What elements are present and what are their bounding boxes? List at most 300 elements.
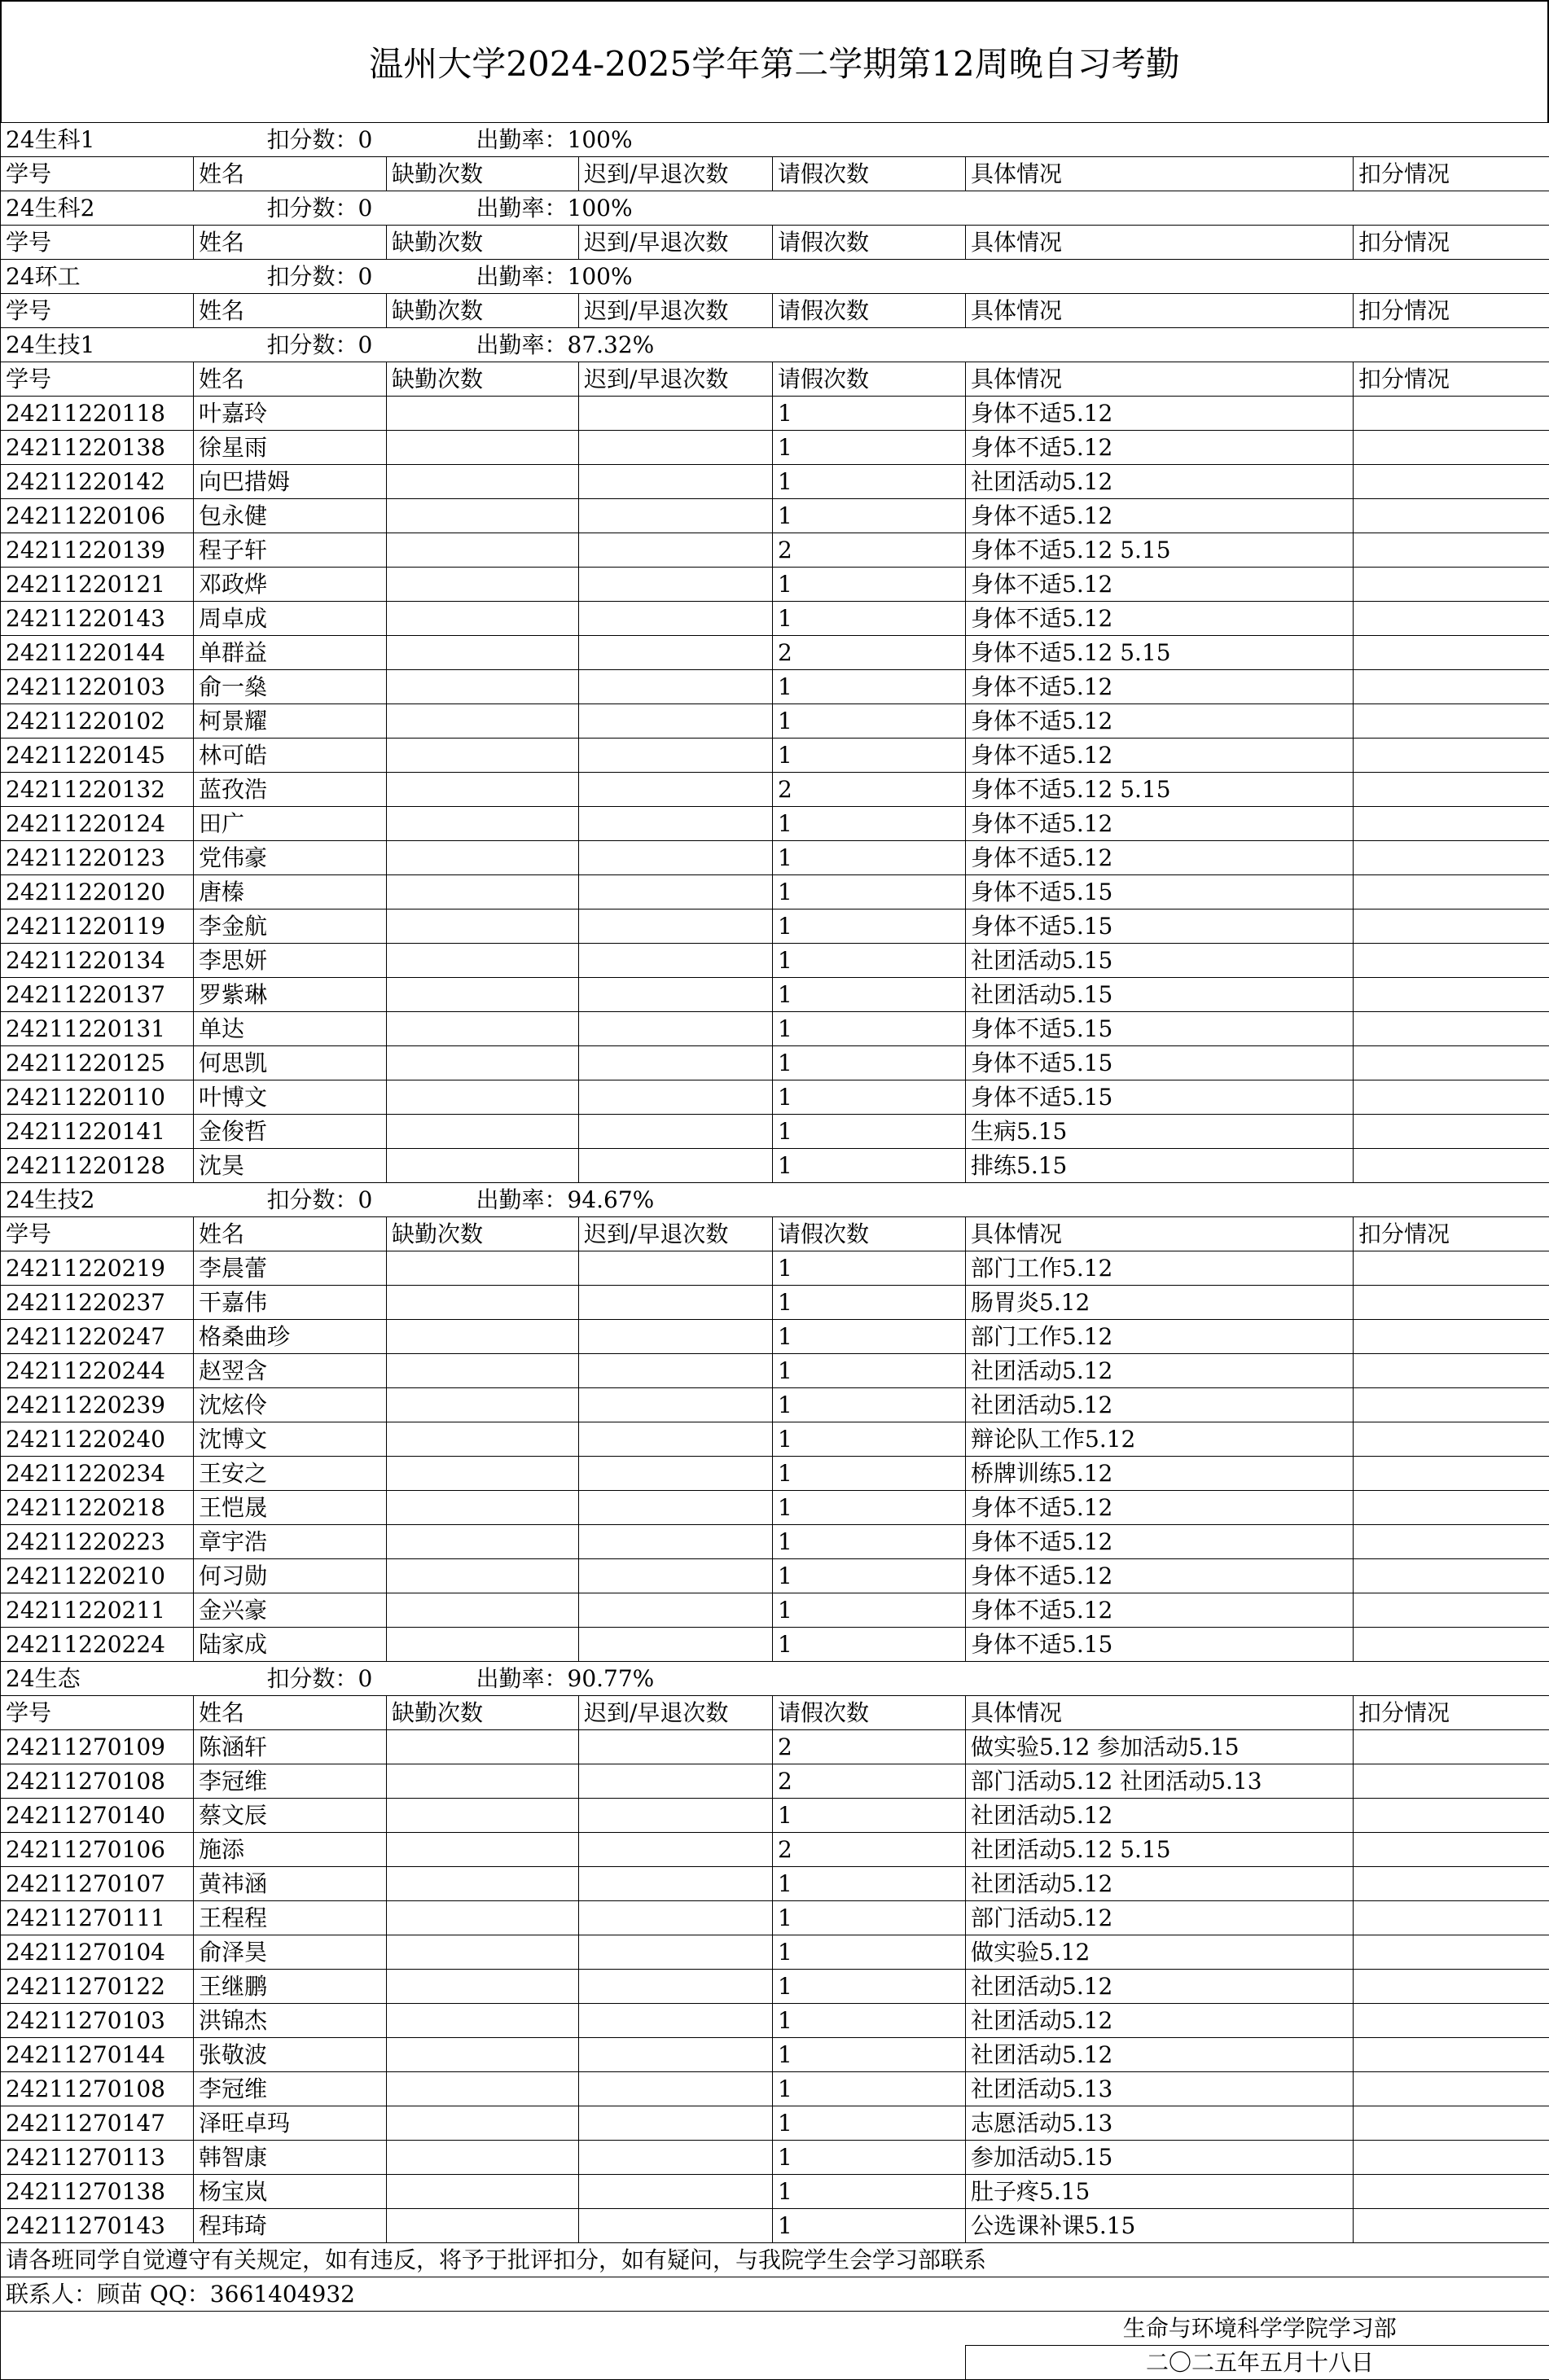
deduction [1354, 1833, 1549, 1867]
column-header-row [1, 226, 1549, 260]
deduction [1354, 2072, 1549, 2106]
absence-count [387, 1799, 579, 1833]
leave-count: 1 [773, 1149, 966, 1183]
deduction [1354, 533, 1549, 568]
absence-count [387, 1833, 579, 1867]
signature-row [1, 2312, 1549, 2346]
student-row [1, 1149, 1549, 1183]
absence-count [387, 1730, 579, 1764]
deduction [1354, 1867, 1549, 1901]
student-name: 田广 [194, 807, 387, 841]
column-header-student-id: 学号 [1, 226, 194, 260]
leave-count: 1 [773, 1457, 966, 1491]
student-id: 24211270106 [1, 1833, 194, 1867]
column-header-late-count: 迟到/早退次数 [579, 1217, 773, 1251]
absence-count [387, 1149, 579, 1183]
column-header-leave-details: 具体情况 [966, 294, 1354, 328]
student-id: 24211220145 [1, 739, 194, 773]
leave-count: 1 [773, 2209, 966, 2243]
late-count [579, 2038, 773, 2072]
leave-details: 身体不适5.15 [966, 1080, 1354, 1115]
absence-count [387, 2004, 579, 2038]
class-deduct-score: 扣分数：0 [194, 123, 387, 157]
leave-details: 公选课补课5.15 [966, 2209, 1354, 2243]
summary-filler [773, 191, 1549, 226]
leave-details: 身体不适5.12 [966, 499, 1354, 533]
leave-details: 社团活动5.12 [966, 1970, 1354, 2004]
student-id: 24211220137 [1, 978, 194, 1012]
leave-details: 肚子疼5.15 [966, 2175, 1354, 2209]
student-id: 24211220210 [1, 1559, 194, 1593]
student-name: 向巴措姆 [194, 465, 387, 499]
leave-details: 做实验5.12 [966, 1935, 1354, 1970]
student-row [1, 2106, 1549, 2141]
leave-details: 社团活动5.12 [966, 1388, 1354, 1422]
leave-details: 社团活动5.12 [966, 1799, 1354, 1833]
student-id: 24211220121 [1, 568, 194, 602]
student-name: 徐星雨 [194, 431, 387, 465]
absence-count [387, 841, 579, 875]
deduction [1354, 1080, 1549, 1115]
student-id: 24211270107 [1, 1867, 194, 1901]
student-id: 24211220131 [1, 1012, 194, 1046]
late-count [579, 1286, 773, 1320]
student-id: 24211220244 [1, 1354, 194, 1388]
student-id: 24211220223 [1, 1525, 194, 1559]
leave-count: 2 [773, 533, 966, 568]
leave-count: 1 [773, 2175, 966, 2209]
student-id: 24211220141 [1, 1115, 194, 1149]
deduction [1354, 1525, 1549, 1559]
student-id: 24211270111 [1, 1901, 194, 1935]
leave-details: 生病5.15 [966, 1115, 1354, 1149]
absence-count [387, 739, 579, 773]
student-row [1, 704, 1549, 739]
student-id: 24211270109 [1, 1730, 194, 1764]
column-header-leave-details: 具体情况 [966, 157, 1354, 191]
late-count [579, 944, 773, 978]
student-row [1, 1286, 1549, 1320]
late-count [579, 1970, 773, 2004]
contact-text: 联系人：顾苗 QQ：3661404932 [1, 2277, 1549, 2312]
leave-details: 身体不适5.15 [966, 875, 1354, 909]
deduction [1354, 1286, 1549, 1320]
student-row [1, 2038, 1549, 2072]
student-row [1, 465, 1549, 499]
student-row [1, 568, 1549, 602]
student-row [1, 499, 1549, 533]
student-row [1, 1422, 1549, 1457]
student-row [1, 773, 1549, 807]
student-row [1, 807, 1549, 841]
leave-details: 身体不适5.12 5.15 [966, 773, 1354, 807]
absence-count [387, 1525, 579, 1559]
student-name: 赵翌含 [194, 1354, 387, 1388]
late-count [579, 1354, 773, 1388]
deduction [1354, 2038, 1549, 2072]
late-count [579, 2209, 773, 2243]
student-id: 24211220219 [1, 1251, 194, 1286]
student-id: 24211220118 [1, 397, 194, 431]
column-header-row [1, 157, 1549, 191]
deduction [1354, 1799, 1549, 1833]
column-header-absence-count: 缺勤次数 [387, 226, 579, 260]
deduction [1354, 1388, 1549, 1422]
student-row [1, 1901, 1549, 1935]
student-row [1, 1251, 1549, 1286]
absence-count [387, 2209, 579, 2243]
column-header-late-count: 迟到/早退次数 [579, 1696, 773, 1730]
leave-details: 身体不适5.12 [966, 1525, 1354, 1559]
absence-count [387, 1320, 579, 1354]
absence-count [387, 909, 579, 944]
signature-date: 二〇二五年五月十八日 [966, 2346, 1549, 2380]
column-header-leave-count: 请假次数 [773, 226, 966, 260]
leave-details: 部门活动5.12 [966, 1901, 1354, 1935]
student-name: 陆家成 [194, 1628, 387, 1662]
summary-filler [773, 328, 1549, 362]
student-id: 24211220138 [1, 431, 194, 465]
department-signature: 生命与环境科学学院学习部 [966, 2312, 1549, 2346]
leave-count: 1 [773, 1867, 966, 1901]
deduction [1354, 739, 1549, 773]
leave-details: 身体不适5.12 5.15 [966, 533, 1354, 568]
deduction [1354, 2106, 1549, 2141]
leave-details: 身体不适5.12 [966, 568, 1354, 602]
leave-count: 2 [773, 1730, 966, 1764]
absence-count [387, 1115, 579, 1149]
leave-count: 1 [773, 397, 966, 431]
student-id: 24211220211 [1, 1593, 194, 1628]
late-count [579, 499, 773, 533]
deduction [1354, 1901, 1549, 1935]
student-id: 24211220125 [1, 1046, 194, 1080]
student-name: 格桑曲珍 [194, 1320, 387, 1354]
class-name: 24生技2 [1, 1183, 194, 1217]
student-name: 俞一燊 [194, 670, 387, 704]
student-name: 单达 [194, 1012, 387, 1046]
leave-count: 1 [773, 2141, 966, 2175]
student-id: 24211220123 [1, 841, 194, 875]
late-count [579, 431, 773, 465]
absence-count [387, 944, 579, 978]
student-name: 章宇浩 [194, 1525, 387, 1559]
deduction [1354, 841, 1549, 875]
leave-details: 部门活动5.12 社团活动5.13 [966, 1764, 1354, 1799]
student-id: 24211270140 [1, 1799, 194, 1833]
leave-count: 1 [773, 1012, 966, 1046]
column-header-leave-count: 请假次数 [773, 1217, 966, 1251]
student-id: 24211270147 [1, 2106, 194, 2141]
late-count [579, 533, 773, 568]
student-row [1, 1491, 1549, 1525]
leave-count: 2 [773, 1764, 966, 1799]
student-name: 程玮琦 [194, 2209, 387, 2243]
sheet-title: 温州大学2024-2025学年第二学期第12周晚自习考勤 [0, 0, 1549, 122]
leave-details: 桥牌训练5.12 [966, 1457, 1354, 1491]
late-count [579, 841, 773, 875]
student-row [1, 2141, 1549, 2175]
student-id: 24211270113 [1, 2141, 194, 2175]
late-count [579, 909, 773, 944]
attendance-table [0, 122, 1549, 2380]
deduction [1354, 1935, 1549, 1970]
student-row [1, 2175, 1549, 2209]
deduction [1354, 568, 1549, 602]
absence-count [387, 704, 579, 739]
student-name: 林可皓 [194, 739, 387, 773]
column-header-student-name: 姓名 [194, 294, 387, 328]
deduction [1354, 1970, 1549, 2004]
column-header-leave-details: 具体情况 [966, 226, 1354, 260]
late-count [579, 602, 773, 636]
student-row [1, 1628, 1549, 1662]
leave-count: 1 [773, 2106, 966, 2141]
absence-count [387, 1491, 579, 1525]
deduction [1354, 773, 1549, 807]
student-name: 叶嘉玲 [194, 397, 387, 431]
class-attendance-rate: 出勤率：100% [387, 123, 773, 157]
absence-count [387, 602, 579, 636]
class-deduct-score: 扣分数：0 [194, 1662, 387, 1696]
late-count [579, 978, 773, 1012]
leave-count: 1 [773, 1901, 966, 1935]
deduction [1354, 1012, 1549, 1046]
student-name: 王恺晟 [194, 1491, 387, 1525]
student-name: 金兴豪 [194, 1593, 387, 1628]
absence-count [387, 1422, 579, 1457]
student-name: 李思妍 [194, 944, 387, 978]
class-name: 24生科1 [1, 123, 194, 157]
summary-filler [773, 1662, 1549, 1696]
summary-filler [773, 123, 1549, 157]
student-row [1, 1799, 1549, 1833]
column-header-student-name: 姓名 [194, 157, 387, 191]
column-header-student-id: 学号 [1, 1696, 194, 1730]
deduction [1354, 1354, 1549, 1388]
student-name: 程子轩 [194, 533, 387, 568]
late-count [579, 875, 773, 909]
student-row [1, 397, 1549, 431]
absence-count [387, 499, 579, 533]
column-header-late-count: 迟到/早退次数 [579, 226, 773, 260]
absence-count [387, 1046, 579, 1080]
student-id: 24211270103 [1, 2004, 194, 2038]
leave-details: 社团活动5.15 [966, 978, 1354, 1012]
leave-details: 排练5.15 [966, 1149, 1354, 1183]
late-count [579, 2004, 773, 2038]
deduction [1354, 875, 1549, 909]
absence-count [387, 636, 579, 670]
leave-details: 肠胃炎5.12 [966, 1286, 1354, 1320]
student-id: 24211220103 [1, 670, 194, 704]
deduction [1354, 431, 1549, 465]
deduction [1354, 1628, 1549, 1662]
late-count [579, 465, 773, 499]
deduction [1354, 1149, 1549, 1183]
leave-details: 社团活动5.13 [966, 2072, 1354, 2106]
leave-details: 身体不适5.12 [966, 397, 1354, 431]
absence-count [387, 978, 579, 1012]
leave-details: 社团活动5.12 5.15 [966, 1833, 1354, 1867]
student-row [1, 1593, 1549, 1628]
student-id: 24211220102 [1, 704, 194, 739]
leave-details: 身体不适5.15 [966, 909, 1354, 944]
student-id: 24211220240 [1, 1422, 194, 1457]
student-row [1, 602, 1549, 636]
late-count [579, 1901, 773, 1935]
absence-count [387, 807, 579, 841]
column-header-leave-details: 具体情况 [966, 362, 1354, 397]
deduction [1354, 2209, 1549, 2243]
summary-filler [773, 260, 1549, 294]
contact-row [1, 2277, 1549, 2312]
student-id: 24211220239 [1, 1388, 194, 1422]
leave-details: 身体不适5.15 [966, 1012, 1354, 1046]
student-row [1, 533, 1549, 568]
student-name: 单群益 [194, 636, 387, 670]
column-header-leave-count: 请假次数 [773, 1696, 966, 1730]
student-row [1, 1388, 1549, 1422]
student-name: 邓政烨 [194, 568, 387, 602]
leave-count: 2 [773, 1833, 966, 1867]
late-count [579, 1525, 773, 1559]
column-header-leave-details: 具体情况 [966, 1696, 1354, 1730]
leave-details: 做实验5.12 参加活动5.15 [966, 1730, 1354, 1764]
student-name: 施添 [194, 1833, 387, 1867]
student-row [1, 841, 1549, 875]
absence-count [387, 1457, 579, 1491]
student-id: 24211270104 [1, 1935, 194, 1970]
leave-count: 1 [773, 1320, 966, 1354]
leave-details: 身体不适5.12 [966, 704, 1354, 739]
column-header-student-id: 学号 [1, 294, 194, 328]
absence-count [387, 773, 579, 807]
leave-count: 1 [773, 978, 966, 1012]
leave-count: 1 [773, 704, 966, 739]
student-id: 24211220128 [1, 1149, 194, 1183]
leave-details: 社团活动5.12 [966, 1354, 1354, 1388]
student-name: 叶博文 [194, 1080, 387, 1115]
student-row [1, 2072, 1549, 2106]
student-name: 俞泽昊 [194, 1935, 387, 1970]
leave-count: 1 [773, 1525, 966, 1559]
class-name: 24生科2 [1, 191, 194, 226]
student-row [1, 2209, 1549, 2243]
late-count [579, 2106, 773, 2141]
deduction [1354, 499, 1549, 533]
student-id: 24211270143 [1, 2209, 194, 2243]
deduction [1354, 944, 1549, 978]
student-row [1, 1115, 1549, 1149]
absence-count [387, 2106, 579, 2141]
column-header-student-name: 姓名 [194, 1217, 387, 1251]
student-row [1, 944, 1549, 978]
deduction [1354, 704, 1549, 739]
notice-row [1, 2243, 1549, 2277]
class-summary-row [1, 1662, 1549, 1696]
late-count [579, 1115, 773, 1149]
student-id: 24211220144 [1, 636, 194, 670]
blank-area [1, 2346, 966, 2380]
student-row [1, 1525, 1549, 1559]
deduction [1354, 602, 1549, 636]
late-count [579, 1764, 773, 1799]
leave-count: 1 [773, 1970, 966, 2004]
leave-details: 身体不适5.12 [966, 602, 1354, 636]
leave-details: 身体不适5.12 [966, 670, 1354, 704]
student-name: 唐榛 [194, 875, 387, 909]
leave-count: 1 [773, 568, 966, 602]
student-name: 黄祎涵 [194, 1867, 387, 1901]
late-count [579, 1593, 773, 1628]
deduction [1354, 1422, 1549, 1457]
student-name: 李冠维 [194, 1764, 387, 1799]
late-count [579, 1833, 773, 1867]
deduction [1354, 1115, 1549, 1149]
deduction [1354, 1593, 1549, 1628]
column-header-deduction: 扣分情况 [1354, 1217, 1549, 1251]
student-id: 24211220143 [1, 602, 194, 636]
leave-details: 社团活动5.15 [966, 944, 1354, 978]
late-count [579, 568, 773, 602]
late-count [579, 1935, 773, 1970]
late-count [579, 1799, 773, 1833]
class-deduct-score: 扣分数：0 [194, 191, 387, 226]
student-name: 杨宝岚 [194, 2175, 387, 2209]
column-header-leave-details: 具体情况 [966, 1217, 1354, 1251]
absence-count [387, 431, 579, 465]
class-summary-row [1, 260, 1549, 294]
column-header-row [1, 294, 1549, 328]
column-header-deduction: 扣分情况 [1354, 294, 1549, 328]
column-header-deduction: 扣分情况 [1354, 226, 1549, 260]
student-name: 张敬波 [194, 2038, 387, 2072]
student-name: 李金航 [194, 909, 387, 944]
absence-count [387, 1012, 579, 1046]
student-name: 韩智康 [194, 2141, 387, 2175]
student-row [1, 636, 1549, 670]
absence-count [387, 2175, 579, 2209]
date-row [1, 2346, 1549, 2380]
leave-details: 部门工作5.12 [966, 1320, 1354, 1354]
class-summary-row [1, 123, 1549, 157]
absence-count [387, 2072, 579, 2106]
late-count [579, 1149, 773, 1183]
student-id: 24211270138 [1, 2175, 194, 2209]
late-count [579, 636, 773, 670]
leave-count: 1 [773, 944, 966, 978]
leave-count: 1 [773, 465, 966, 499]
leave-count: 1 [773, 1935, 966, 1970]
student-name: 王安之 [194, 1457, 387, 1491]
column-header-row [1, 362, 1549, 397]
student-row [1, 1012, 1549, 1046]
student-id: 24211220124 [1, 807, 194, 841]
notice-text: 请各班同学自觉遵守有关规定，如有违反，将予于批评扣分，如有疑问，与我院学生会学习部联系 [1, 2243, 1549, 2277]
student-id: 24211220247 [1, 1320, 194, 1354]
column-header-row [1, 1217, 1549, 1251]
deduction [1354, 636, 1549, 670]
column-header-student-name: 姓名 [194, 226, 387, 260]
student-id: 24211220224 [1, 1628, 194, 1662]
leave-details: 身体不适5.15 [966, 1046, 1354, 1080]
student-id: 24211220237 [1, 1286, 194, 1320]
absence-count [387, 465, 579, 499]
late-count [579, 1251, 773, 1286]
student-row [1, 1559, 1549, 1593]
student-row [1, 875, 1549, 909]
